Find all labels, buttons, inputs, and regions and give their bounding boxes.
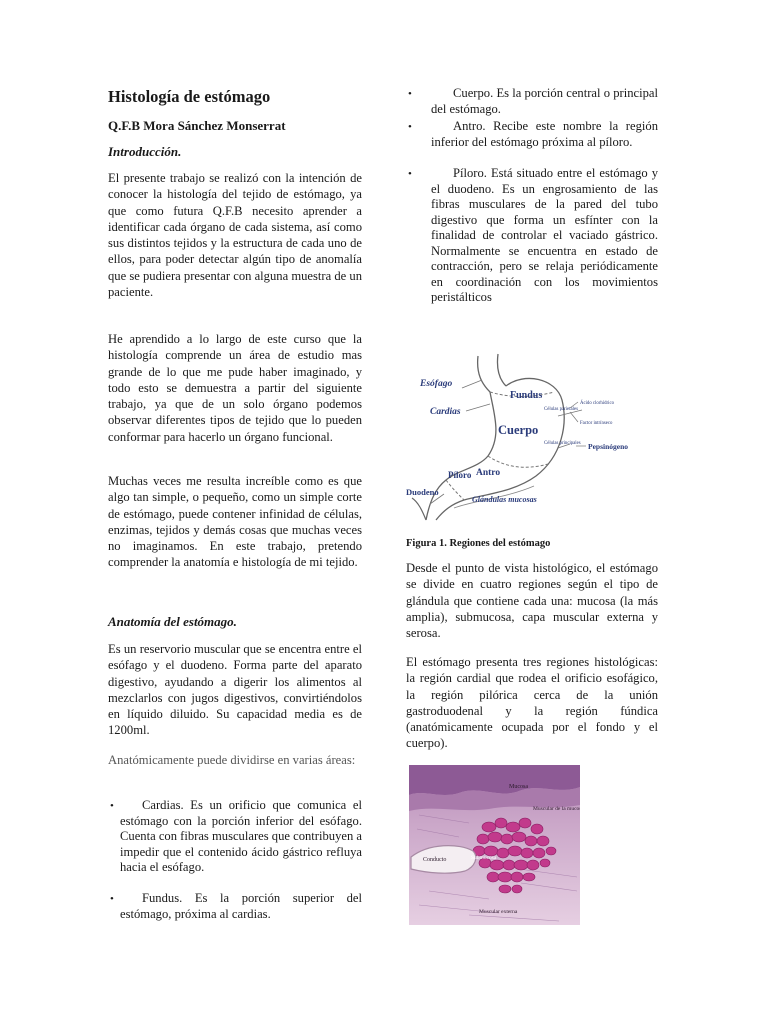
label-duodeno: Duodeno: [406, 487, 439, 497]
label-pepsinogeno: Pepsinógeno: [588, 442, 628, 451]
histology-paragraph-1: Desde el punto de vista histológico, el estómago se divide en cuatro regiones según el tipo de glándula que contiene cada una: mucosa (la más amplia), submucosa, capa muscular externa y serosa.: [406, 561, 658, 641]
bullet-icon: •: [408, 121, 412, 133]
intro-heading: Introducción.: [108, 144, 182, 159]
label-cuerpo: Cuerpo: [498, 423, 539, 437]
list-item: [108, 798, 362, 893]
intro-paragraph-2: He aprendido a lo largo de este curso que la histología comprende un área de estudio mas grande de lo que me pude haber imaginado, y todo esto se demuestra a partir del siguiente trabajo, ya que de un solo órgano podemos observar diferentes tipos de tejido que lo pueden conformar para hacerlo un órgano funcional.: [108, 332, 362, 444]
list-item: [406, 86, 658, 118]
intro-paragraph-3: Muchas veces me resulta increíble como es que algo tan simple, o pequeño, como un simple corte de estómago, puede contener infinidad de células, enzimas, tejidos y demás cosas que muchas veces no imaginamos. En este trabajo, pretendo comprender la anatomía e histología de mi tejido.: [108, 474, 362, 570]
bullet-piloro-text: Píloro. Está situado entre el estómago y el duodeno. Es un engrosamiento de las fibras musculares de la pared del tubo digestivo que forma un esfínter con la finalidad de controlar el vaciado gástrico. Normalmente se encuentra en estado de contracción, pero se relaja periódicamente en coordinación con los movimientos peristálticos: [431, 166, 658, 304]
label-celulas-parietales: Células parietales: [544, 407, 578, 412]
label-celulas-principales: Células principales: [544, 441, 581, 446]
intro-paragraph-1: El presente trabajo se realizó con la intención de conocer la histología del tejido de estómago, ya que como futura Q.F.B necesito aprender a identificar cada órgano de cada sistema, así como sus distintos tejidos y la estructura de cada uno de ellos, para poder detectar algún tipo de anomalía que se pudiera presentar con alguna muestra de un paciente.: [108, 171, 362, 300]
bullet-cuerpo-text: Cuerpo. Es la porción central o principal del estómago.: [431, 86, 658, 116]
bullet-antro-text: Antro. Recibe este nombre la región inferior del estómago próxima al píloro.: [431, 119, 658, 149]
histology-micrograph: [409, 765, 580, 925]
label-submucosa: Submucosa: [471, 855, 497, 861]
bullet-cardias-text: Cardias. Es un orificio que comunica el estómago con la porción inferior del esófago. Cuenta con fibras musculares que contribuyen a impedir que el contenido ácido gástrico refluya hacia el esófago.: [120, 798, 362, 874]
anatomy-heading: Anatomía del estómago.: [108, 614, 237, 629]
stomach-regions-figure: [406, 352, 628, 528]
stomach-diagram: [406, 352, 628, 528]
label-antro: Antro: [476, 468, 501, 478]
figure-1-caption: Figura 1. Regiones del estómago: [406, 538, 551, 549]
anatomy-paragraph-2: Anatómicamente puede dividirse en varias áreas:: [108, 753, 356, 767]
label-muscular-mucosa: Muscular de la mucosa: [533, 806, 580, 812]
label-piloro: Píloro: [448, 470, 472, 480]
histology-paragraph-2: El estómago presenta tres regiones histológicas: la región cardial que rodea el orificio esofágico, la región pilórica cerca de la unión gastroduodenal y la región fúndica (anatómicamente ocupada por el fondo y el cuerpo).: [406, 655, 658, 751]
list-item: [406, 166, 658, 321]
label-fundus: Fundus: [510, 390, 543, 401]
list-item: [108, 891, 362, 925]
label-acido: Ácido clorhídrico: [580, 401, 614, 406]
bullet-icon: •: [408, 168, 412, 180]
list-item: [406, 119, 658, 166]
bullet-icon: •: [110, 800, 114, 812]
bullet-icon: •: [408, 88, 412, 100]
label-conducto: Conducto: [423, 857, 447, 863]
anatomy-paragraph-1: Es un reservorio muscular que se encentra entre el esófago y el duodeno. Forma parte del aparato digestivo, ayudando a digerir los alimentos al mezclarlos con jugos digestivos, convirtiéndolos en líquido diluido. Su capacidad media es de 1200ml.: [108, 642, 362, 738]
micrograph-image: [409, 765, 580, 925]
label-muscular-externa: Muscular externa: [479, 909, 518, 915]
label-esofago: Esófago: [420, 379, 453, 389]
label-glandulas: Glándulas mucosas: [472, 495, 537, 504]
bullet-fundus-text: Fundus. Es la porción superior del estómago, próxima al cardias.: [120, 891, 362, 921]
label-mucosa: Mucosa: [509, 784, 528, 790]
bullet-icon: •: [110, 893, 114, 905]
label-cardias: Cardias: [430, 407, 461, 417]
label-factor: Factor intrínseco: [580, 421, 613, 426]
author-name: Q.F.B Mora Sánchez Monserrat: [108, 118, 286, 133]
page-title: Histología de estómago: [108, 87, 271, 106]
